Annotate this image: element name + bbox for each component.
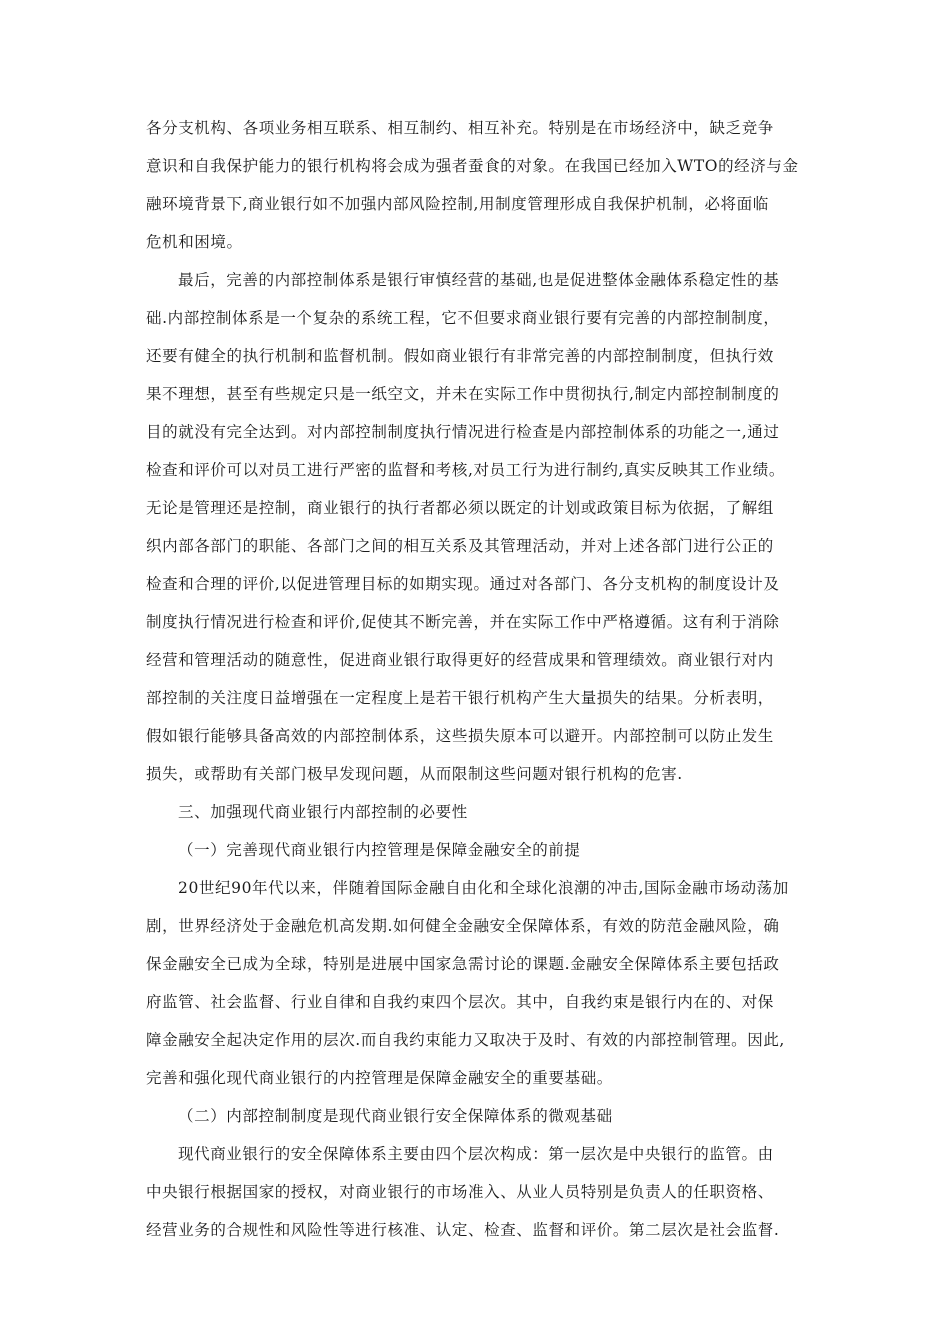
text-line: 部控制的关注度日益增强在一定程度上是若干银行机构产生大量损失的结果。分析表明，: [146, 689, 774, 707]
text-line: 完善和强化现代商业银行的内控管理是保障金融安全的重要基础。: [146, 1069, 613, 1087]
text-line: 经营业务的合规性和风险性等进行核准、认定、检查、监督和评价。第二层次是社会监督.: [146, 1221, 780, 1239]
subsection-heading: （一）完善现代商业银行内控管理是保障金融安全的前提: [178, 841, 581, 859]
text-line: 中央银行根据国家的授权，对商业银行的市场准入、从业人员特别是负责人的任职资格、: [146, 1183, 774, 1201]
subsection-heading: （二）内部控制制度是现代商业银行安全保障体系的微观基础: [178, 1107, 613, 1125]
text-line: 础.内部控制体系是一个复杂的系统工程，它不但要求商业银行要有完善的内部控制制度，: [146, 309, 780, 327]
text-line: 府监管、社会监督、行业自律和自我约束四个层次。其中，自我约束是银行内在的、对保: [146, 993, 774, 1011]
paragraph-first-line: 20世纪90年代以来，伴随着国际金融自由化和全球化浪潮的冲击,国际金融市场动荡加: [178, 879, 789, 897]
text-line: 剧，世界经济处于金融危机高发期.如何健全金融安全保障体系，有效的防范金融风险，确: [146, 917, 780, 935]
text-line: 各分支机构、各项业务相互联系、相互制约、相互补充。特别是在市场经济中，缺乏竞争: [146, 119, 774, 137]
paragraph-first-line: 最后，完善的内部控制体系是银行审慎经营的基础,也是促进整体金融体系稳定性的基: [178, 271, 780, 289]
text-line: 果不理想，甚至有些规定只是一纸空文，并未在实际工作中贯彻执行,制定内部控制制度的: [146, 385, 780, 403]
text-line: 假如银行能够具备高效的内部控制体系，这些损失原本可以避开。内部控制可以防止发生: [146, 727, 774, 745]
text-line: 保金融安全已成为全球，特别是进展中国家急需讨论的课题.金融安全保障体系主要包括政: [146, 955, 780, 973]
text-line: 目的就没有完全达到。对内部控制制度执行情况进行检查是内部控制体系的功能之一,通过: [146, 423, 780, 441]
text-line: 检查和合理的评价,以促进管理目标的如期实现。通过对各部门、各分支机构的制度设计及: [146, 575, 780, 593]
text-line: 障金融安全起决定作用的层次.而自我约束能力又取决于及时、有效的内部控制管理。因此,: [146, 1031, 785, 1049]
text-line: 无论是管理还是控制，商业银行的执行者都必须以既定的计划或政策目标为依据，了解组: [146, 499, 774, 517]
text-line: 危机和困境。: [146, 233, 243, 251]
section-heading: 三、加强现代商业银行内部控制的必要性: [178, 803, 468, 821]
text-line: 织内部各部门的职能、各部门之间的相互关系及其管理活动，并对上述各部门进行公正的: [146, 537, 774, 555]
text-line: 意识和自我保护能力的银行机构将会成为强者蚕食的对象。在我国已经加入WTO的经济与金: [146, 157, 799, 175]
text-line: 经营和管理活动的随意性，促进商业银行取得更好的经营成果和管理绩效。商业银行对内: [146, 651, 774, 669]
text-line: 损失，或帮助有关部门极早发现问题，从而限制这些问题对银行机构的危害.: [146, 765, 683, 783]
text-line: 融环境背景下,商业银行如不加强内部风险控制,用制度管理形成自我保护机制，必将面临: [146, 195, 769, 213]
paragraph-first-line: 现代商业银行的安全保障体系主要由四个层次构成：第一层次是中央银行的监管。由: [178, 1145, 774, 1163]
text-line: 检查和评价可以对员工进行严密的监督和考核,对员工行为进行制约,真实反映其工作业绩。: [146, 461, 785, 479]
text-line: 还要有健全的执行机制和监督机制。假如商业银行有非常完善的内部控制制度，但执行效: [146, 347, 774, 365]
text-line: 制度执行情况进行检查和评价,促使其不断完善，并在实际工作中严格遵循。这有利于消除: [146, 613, 780, 631]
